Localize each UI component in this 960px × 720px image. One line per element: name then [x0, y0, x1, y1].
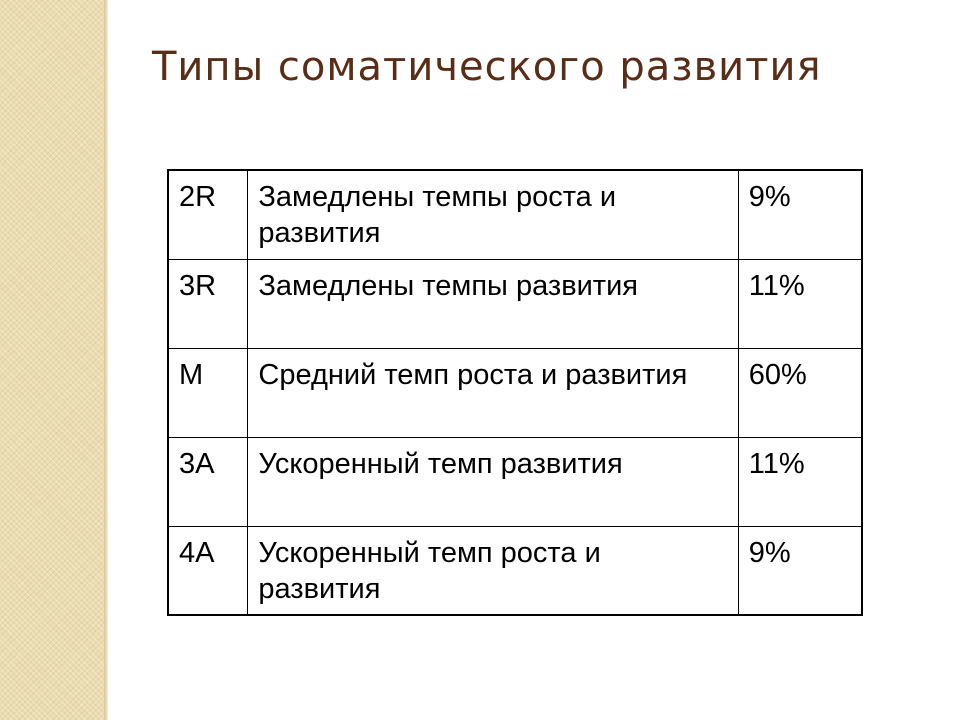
type-percent-cell: 9% [738, 526, 862, 615]
type-percent-cell: 60% [738, 348, 862, 437]
type-code-cell: 2R [168, 170, 248, 259]
table-row [168, 259, 862, 348]
type-percent-cell: 11% [738, 437, 862, 526]
table-row [168, 170, 862, 259]
development-types-table [167, 169, 863, 616]
type-description-cell: Замедлены темпы развития [248, 259, 738, 348]
table-row [168, 348, 862, 437]
table-row [168, 437, 862, 526]
type-code-cell: 3R [168, 259, 248, 348]
decorative-side-band [0, 0, 104, 720]
type-description-cell: Ускоренный темп роста и развития [248, 526, 738, 615]
type-description-cell: Средний темп роста и развития [248, 348, 738, 437]
table-row [168, 526, 862, 615]
type-code-cell: 4A [168, 526, 248, 615]
type-percent-cell: 11% [738, 259, 862, 348]
slide-title: Типы соматического развития [152, 44, 822, 90]
type-description-cell: Замедлены темпы роста и развития [248, 170, 738, 259]
side-band-edge [104, 0, 108, 720]
type-description-cell: Ускоренный темп развития [248, 437, 738, 526]
type-code-cell: M [168, 348, 248, 437]
type-code-cell: 3A [168, 437, 248, 526]
type-percent-cell: 9% [738, 170, 862, 259]
